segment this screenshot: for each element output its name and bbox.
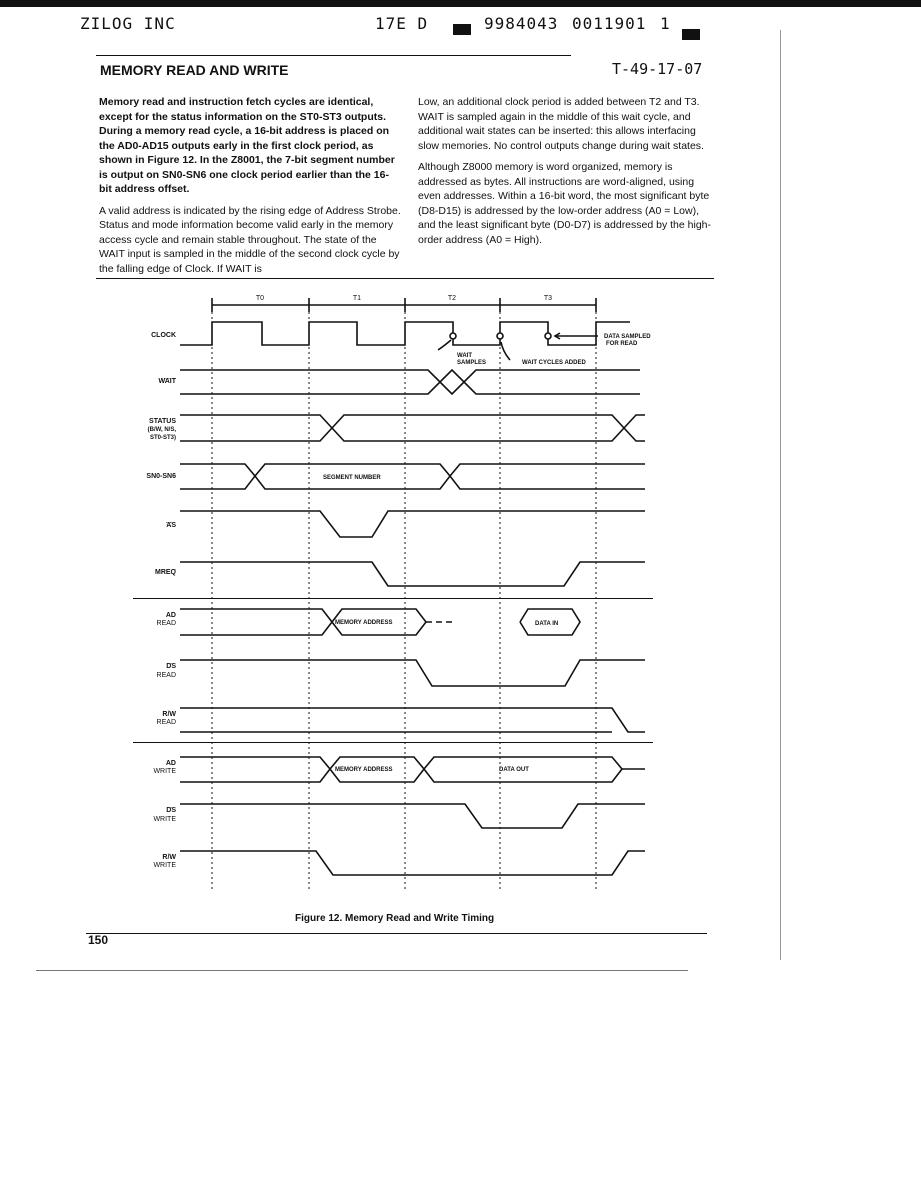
note-data-out: DATA OUT — [499, 767, 529, 773]
scan-bottom-rule — [36, 970, 688, 971]
footer-rule — [86, 933, 707, 934]
header-code: 17E D — [375, 14, 429, 33]
period-label-t3: T3 — [543, 295, 553, 302]
note-segment-number: SEGMENT NUMBER — [323, 475, 381, 481]
note-wait: WAIT — [457, 353, 472, 359]
section-title: MEMORY READ AND WRITE — [100, 62, 289, 78]
header-number-2: 0011901 — [572, 14, 647, 33]
signal-label-status-st: ST0-ST3) — [149, 435, 176, 441]
figure-write-divider — [133, 742, 653, 743]
note-data-sampled: DATA SAMPLED — [604, 334, 651, 340]
header-company: ZILOG INC — [80, 14, 176, 33]
signal-label-rw-write-sub: WRITE — [153, 862, 176, 869]
note-samples: SAMPLES — [457, 360, 487, 366]
note-memory-address-read: MEMORY ADDRESS — [335, 620, 393, 626]
signal-label-ad-read: AD — [165, 612, 176, 619]
signal-label-status: STATUS — [149, 418, 176, 425]
section-ref: T-49-17-07 — [612, 60, 703, 78]
figure-read-divider — [133, 598, 653, 599]
signal-label-ds-read-sub: READ — [156, 672, 176, 679]
note-for-read: FOR READ — [606, 341, 638, 347]
signal-label-ad-write-sub: WRITE — [153, 768, 176, 775]
signal-label-mreq: MREQ — [155, 569, 176, 576]
period-label-t2: T2 — [447, 295, 457, 302]
note-data-in: DATA IN — [535, 621, 559, 627]
signal-label-as: AS — [166, 522, 176, 529]
signal-label-rw-read: R/W — [162, 711, 176, 718]
signal-label-clock: CLOCK — [151, 332, 176, 339]
signal-label-ds-read: DS — [166, 663, 176, 670]
signal-label-sn: SN0-SN6 — [146, 473, 176, 480]
header-digit: 1 — [660, 14, 671, 33]
signal-label-status-detail: (B/W, N/S, — [147, 427, 176, 433]
period-label-t0: T0 — [255, 295, 265, 302]
signal-label-wait: WAIT — [158, 378, 176, 385]
right-paragraph-2: Although Z8000 memory is word organized, memory is addressed as bytes. All instructions are word-aligned, using even addresses. Within a 16-bit word, the most significant byte (D8-D15) is addressed by the low-order address (A0 = Low), and the least significant byte (D0-D7) is addressed by the high-order address (A0 = High). — [418, 161, 711, 246]
note-wait-cycles-added: WAIT CYCLES ADDED — [522, 360, 586, 366]
signal-label-rw-write: R/W — [162, 854, 176, 861]
scan-right-edge — [780, 30, 781, 960]
right-paragraph-1: Low, an additional clock period is added between T2 and T3. WAIT is sampled again in the middle of this wait cycle, and additional wait states can be inserted: this allows interfacing slow memories. No control outputs change during wait states. — [418, 96, 704, 152]
header-number-1: 9984043 — [484, 14, 559, 33]
period-label-t1: T1 — [352, 295, 362, 302]
signal-label-ds-write: DS — [166, 807, 176, 814]
page-number: 150 — [88, 933, 109, 947]
signal-label-ds-write-sub: WRITE — [153, 816, 176, 823]
signal-label-rw-read-sub: READ — [156, 719, 176, 726]
note-memory-address-write: MEMORY ADDRESS — [335, 767, 393, 773]
figure-caption: Figure 12. Memory Read and Write Timing — [295, 913, 495, 924]
signal-label-ad-read-sub: READ — [156, 620, 176, 627]
signal-label-ad-write: AD — [165, 760, 176, 767]
left-paragraph-1: Memory read and instruction fetch cycles are identical, except for the status information on the ST0-ST3 outputs. During a memory read cycle, a 16-bit address is placed on the AD0-AD15 outputs early in the first clock period, as shown in Figure 12. In the Z8001, the 7-bit segment number is output on SN0-SN6 one clock period earlier than the 16-bit address offset. — [99, 96, 395, 195]
left-paragraph-2: A valid address is indicated by the rising edge of Address Strobe. Status and mode information become valid early in the memory access cycle and remain stable throughout. The state of the WAIT input is sampled in the middle of the second clock cycle by the falling edge of Clock. If WAIT is — [99, 204, 401, 275]
